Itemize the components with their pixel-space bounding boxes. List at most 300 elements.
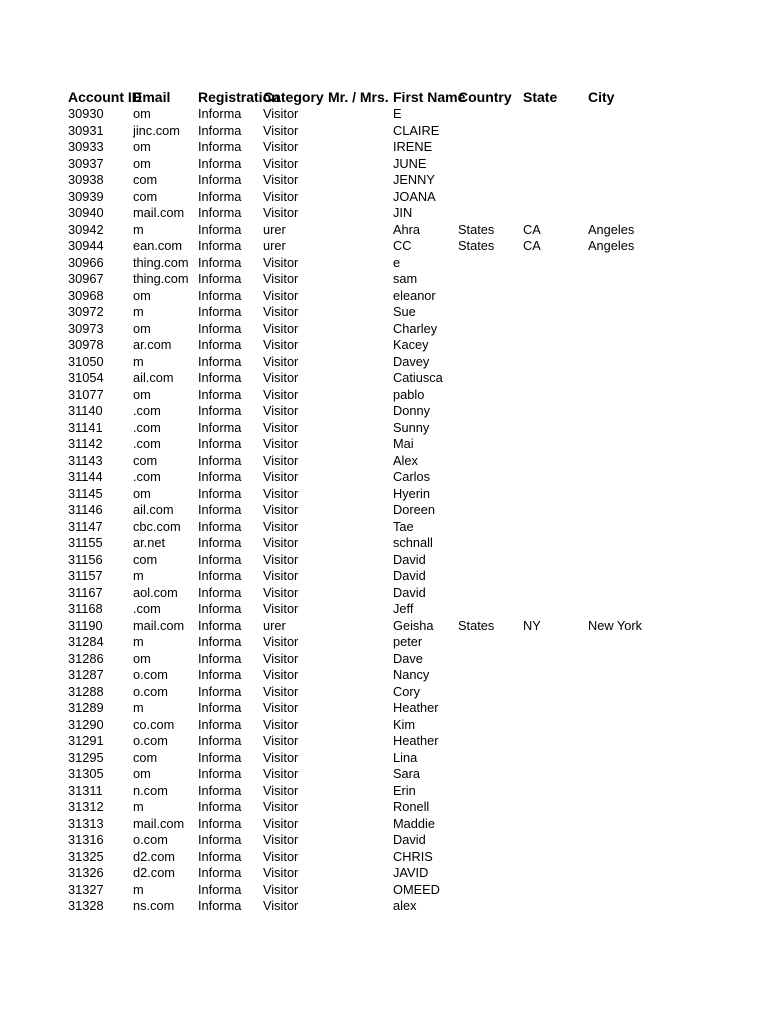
registration-cell: Informa bbox=[198, 766, 242, 781]
email-cell: o.com bbox=[133, 683, 168, 699]
email-cell: m bbox=[133, 568, 144, 583]
email-cell: om bbox=[133, 766, 151, 781]
category-cell: Visitor bbox=[263, 782, 299, 798]
registration-cell: Informa bbox=[198, 634, 242, 649]
email-cell: om bbox=[133, 139, 151, 154]
header-city: City bbox=[588, 89, 615, 105]
category-cell: Visitor bbox=[263, 733, 299, 748]
first-name-cell: CLAIRE bbox=[393, 122, 440, 138]
registration-cell: Informa bbox=[198, 799, 242, 814]
first-name-cell: Sara bbox=[393, 766, 421, 781]
table-row bbox=[68, 832, 728, 849]
category-cell: Visitor bbox=[263, 865, 299, 880]
first-name-cell: schnall bbox=[393, 535, 433, 550]
email-cell: om bbox=[133, 287, 151, 303]
table-row bbox=[68, 585, 728, 602]
first-name-cell: Erin bbox=[393, 782, 416, 798]
table-row bbox=[68, 238, 728, 255]
email-cell: om bbox=[133, 650, 151, 666]
account-id-cell: 30933 bbox=[68, 139, 104, 154]
email-cell: mail.com bbox=[133, 205, 185, 220]
email-cell: m bbox=[133, 304, 144, 319]
account-id-cell: 30973 bbox=[68, 320, 104, 336]
account-id-cell: 31142 bbox=[68, 436, 103, 451]
category-cell: Visitor bbox=[263, 667, 299, 682]
table-row bbox=[68, 750, 728, 767]
registration-cell: Informa bbox=[198, 601, 242, 616]
category-cell: Visitor bbox=[263, 535, 299, 550]
first-name-cell: JOANA bbox=[393, 188, 436, 204]
account-id-cell: 31054 bbox=[68, 370, 104, 385]
account-id-cell: 30937 bbox=[68, 155, 104, 171]
category-cell: Visitor bbox=[263, 502, 299, 517]
account-id-cell: 30931 bbox=[68, 122, 104, 138]
email-cell: aol.com bbox=[133, 584, 178, 600]
category-cell: Visitor bbox=[263, 271, 299, 286]
first-name-cell: Geisha bbox=[393, 617, 434, 633]
email-cell: ar.com bbox=[133, 337, 172, 352]
account-id-cell: 31144 bbox=[68, 469, 103, 484]
account-id-cell: 31156 bbox=[68, 551, 103, 567]
category-cell: Visitor bbox=[263, 188, 299, 204]
category-cell: Visitor bbox=[263, 155, 299, 171]
registration-cell: Informa bbox=[198, 551, 242, 567]
registration-cell: Informa bbox=[198, 452, 242, 468]
email-cell: ean.com bbox=[133, 238, 183, 253]
email-cell: thing.com bbox=[133, 254, 189, 270]
account-id-cell: 31168 bbox=[68, 601, 103, 616]
first-name-cell: JAVID bbox=[393, 865, 429, 880]
table-row bbox=[68, 816, 728, 833]
header-category: Category bbox=[263, 89, 324, 105]
category-cell: Visitor bbox=[263, 353, 299, 369]
registration-cell: Informa bbox=[198, 881, 242, 897]
registration-cell: Informa bbox=[198, 749, 242, 765]
first-name-cell: Donny bbox=[393, 403, 430, 418]
account-id-cell: 31290 bbox=[68, 716, 104, 732]
city-cell: Angeles bbox=[588, 221, 635, 237]
account-id-cell: 31289 bbox=[68, 700, 104, 715]
email-cell: ail.com bbox=[133, 502, 174, 517]
first-name-cell: Cory bbox=[393, 683, 421, 699]
registration-cell: Informa bbox=[198, 733, 242, 748]
table-row bbox=[68, 271, 728, 288]
table-row bbox=[68, 436, 728, 453]
account-id-cell: 30972 bbox=[68, 304, 104, 319]
first-name-cell: Charley bbox=[393, 320, 438, 336]
category-cell: Visitor bbox=[263, 799, 299, 814]
registration-cell: Informa bbox=[198, 518, 242, 534]
table-row bbox=[68, 106, 728, 123]
category-cell: Visitor bbox=[263, 320, 299, 336]
city-cell: New York bbox=[588, 617, 643, 633]
first-name-cell: Hyerin bbox=[393, 485, 430, 501]
account-id-cell: 30978 bbox=[68, 337, 104, 352]
category-cell: Visitor bbox=[263, 832, 299, 847]
state-cell: CA bbox=[523, 221, 541, 237]
country-cell: States bbox=[458, 238, 495, 253]
city-cell: Angeles bbox=[588, 238, 635, 253]
account-id-cell: 31287 bbox=[68, 667, 104, 682]
category-cell: urer bbox=[263, 617, 286, 633]
registration-cell: Informa bbox=[198, 436, 242, 451]
registration-cell: Informa bbox=[198, 502, 242, 517]
account-id-cell: 31157 bbox=[68, 568, 103, 583]
account-id-cell: 31190 bbox=[68, 617, 103, 633]
header-country: Country bbox=[458, 89, 512, 105]
registration-cell: Informa bbox=[198, 568, 242, 583]
email-cell: o.com bbox=[133, 733, 168, 748]
account-id-cell: 30967 bbox=[68, 271, 104, 286]
table-row bbox=[68, 849, 728, 866]
first-name-cell: David bbox=[393, 832, 426, 847]
registration-cell: Informa bbox=[198, 782, 242, 798]
table-row bbox=[68, 535, 728, 552]
category-cell: Visitor bbox=[263, 205, 299, 220]
table-row bbox=[68, 618, 728, 635]
account-id-cell: 31143 bbox=[68, 452, 103, 468]
registration-cell: Informa bbox=[198, 617, 242, 633]
registration-cell: Informa bbox=[198, 320, 242, 336]
category-cell: Visitor bbox=[263, 881, 299, 897]
table-row bbox=[68, 865, 728, 882]
account-id-cell: 30944 bbox=[68, 238, 104, 253]
first-name-cell: JENNY bbox=[393, 172, 435, 187]
registration-cell: Informa bbox=[198, 469, 242, 484]
first-name-cell: CC bbox=[393, 238, 412, 253]
account-id-cell: 31286 bbox=[68, 650, 104, 666]
first-name-cell: Tae bbox=[393, 518, 414, 534]
category-cell: Visitor bbox=[263, 386, 299, 402]
email-cell: .com bbox=[133, 436, 161, 451]
first-name-cell: JUNE bbox=[393, 155, 427, 171]
first-name-cell: sam bbox=[393, 271, 418, 286]
first-name-cell: Dave bbox=[393, 650, 423, 666]
category-cell: Visitor bbox=[263, 634, 299, 649]
category-cell: Visitor bbox=[263, 254, 299, 270]
account-id-cell: 30966 bbox=[68, 254, 104, 270]
state-cell: NY bbox=[523, 617, 541, 633]
table-row bbox=[68, 552, 728, 569]
category-cell: Visitor bbox=[263, 518, 299, 534]
account-id-cell: 31295 bbox=[68, 749, 104, 765]
account-id-cell: 31050 bbox=[68, 353, 104, 369]
table-row bbox=[68, 189, 728, 206]
table-row bbox=[68, 255, 728, 272]
registration-cell: Informa bbox=[198, 155, 242, 171]
table-row bbox=[68, 651, 728, 668]
header-first-name: First Name bbox=[393, 89, 466, 105]
email-cell: .com bbox=[133, 419, 161, 435]
state-cell: CA bbox=[523, 238, 541, 253]
account-id-cell: 31328 bbox=[68, 898, 104, 913]
first-name-cell: Nancy bbox=[393, 667, 430, 682]
account-id-cell: 31325 bbox=[68, 848, 104, 864]
email-cell: jinc.com bbox=[133, 122, 180, 138]
category-cell: urer bbox=[263, 221, 286, 237]
account-id-cell: 31291 bbox=[68, 733, 104, 748]
category-cell: Visitor bbox=[263, 601, 299, 616]
account-id-cell: 31288 bbox=[68, 683, 104, 699]
account-id-cell: 31141 bbox=[68, 419, 103, 435]
category-cell: Visitor bbox=[263, 122, 299, 138]
email-cell: .com bbox=[133, 403, 161, 418]
email-cell: mail.com bbox=[133, 617, 185, 633]
registration-cell: Informa bbox=[198, 122, 242, 138]
first-name-cell: eleanor bbox=[393, 287, 436, 303]
first-name-cell: Heather bbox=[393, 733, 439, 748]
account-id-cell: 31305 bbox=[68, 766, 104, 781]
account-id-cell: 30940 bbox=[68, 205, 104, 220]
first-name-cell: pablo bbox=[393, 386, 425, 402]
first-name-cell: Davey bbox=[393, 353, 430, 369]
account-id-cell: 30938 bbox=[68, 172, 104, 187]
category-cell: Visitor bbox=[263, 551, 299, 567]
table-row bbox=[68, 882, 728, 899]
registration-cell: Informa bbox=[198, 139, 242, 154]
category-cell: Visitor bbox=[263, 568, 299, 583]
category-cell: urer bbox=[263, 238, 286, 253]
first-name-cell: Ronell bbox=[393, 799, 430, 814]
first-name-cell: David bbox=[393, 568, 426, 583]
registration-cell: Informa bbox=[198, 667, 242, 682]
registration-cell: Informa bbox=[198, 815, 242, 831]
table-row bbox=[68, 898, 728, 915]
table-row bbox=[68, 667, 728, 684]
account-id-cell: 31146 bbox=[68, 502, 103, 517]
registration-cell: Informa bbox=[198, 865, 242, 880]
first-name-cell: JIN bbox=[393, 205, 413, 220]
registration-cell: Informa bbox=[198, 337, 242, 352]
account-id-cell: 31077 bbox=[68, 386, 104, 402]
account-id-cell: 31312 bbox=[68, 799, 104, 814]
account-id-cell: 30942 bbox=[68, 221, 104, 237]
email-cell: ns.com bbox=[133, 898, 175, 913]
category-cell: Visitor bbox=[263, 106, 299, 121]
email-cell: ar.net bbox=[133, 535, 166, 550]
email-cell: m bbox=[133, 634, 144, 649]
account-id-cell: 31316 bbox=[68, 832, 104, 847]
email-cell: com bbox=[133, 188, 158, 204]
table-row bbox=[68, 123, 728, 140]
first-name-cell: Lina bbox=[393, 749, 418, 765]
registration-cell: Informa bbox=[198, 238, 242, 253]
table-row bbox=[68, 733, 728, 750]
registration-cell: Informa bbox=[198, 419, 242, 435]
email-cell: m bbox=[133, 881, 144, 897]
header-row bbox=[68, 88, 728, 106]
table-row bbox=[68, 700, 728, 717]
category-cell: Visitor bbox=[263, 337, 299, 352]
table-row bbox=[68, 601, 728, 618]
table-row bbox=[68, 304, 728, 321]
first-name-cell: Kim bbox=[393, 716, 416, 732]
first-name-cell: Sunny bbox=[393, 419, 430, 435]
registration-cell: Informa bbox=[198, 172, 242, 187]
table-row bbox=[68, 337, 728, 354]
first-name-cell: Heather bbox=[393, 700, 439, 715]
header-email: Email bbox=[133, 89, 171, 105]
table-row bbox=[68, 502, 728, 519]
email-cell: m bbox=[133, 700, 144, 715]
account-id-cell: 31327 bbox=[68, 881, 104, 897]
first-name-cell: Alex bbox=[393, 452, 418, 468]
category-cell: Visitor bbox=[263, 485, 299, 501]
registration-cell: Informa bbox=[198, 205, 242, 220]
category-cell: Visitor bbox=[263, 815, 299, 831]
first-name-cell: Ahra bbox=[393, 221, 421, 237]
category-cell: Visitor bbox=[263, 848, 299, 864]
account-id-cell: 31167 bbox=[68, 584, 103, 600]
first-name-cell: David bbox=[393, 584, 426, 600]
registration-cell: Informa bbox=[198, 832, 242, 847]
registration-cell: Informa bbox=[198, 700, 242, 715]
table-row bbox=[68, 172, 728, 189]
registration-cell: Informa bbox=[198, 584, 242, 600]
account-id-cell: 31311 bbox=[68, 782, 103, 798]
category-cell: Visitor bbox=[263, 683, 299, 699]
table-row bbox=[68, 766, 728, 783]
account-id-cell: 31284 bbox=[68, 634, 104, 649]
table-row bbox=[68, 288, 728, 305]
table-row bbox=[68, 486, 728, 503]
first-name-cell: Carlos bbox=[393, 469, 430, 484]
email-cell: .com bbox=[133, 601, 161, 616]
first-name-cell: Catiusca bbox=[393, 370, 443, 385]
category-cell: Visitor bbox=[263, 403, 299, 418]
first-name-cell: Doreen bbox=[393, 502, 435, 517]
email-cell: om bbox=[133, 155, 151, 171]
first-name-cell: Sue bbox=[393, 304, 416, 319]
email-cell: com bbox=[133, 172, 158, 187]
category-cell: Visitor bbox=[263, 700, 299, 715]
category-cell: Visitor bbox=[263, 139, 299, 154]
account-id-cell: 30930 bbox=[68, 106, 104, 121]
email-cell: cbc.com bbox=[133, 518, 181, 534]
account-id-cell: 31155 bbox=[68, 535, 103, 550]
registration-cell: Informa bbox=[198, 716, 242, 732]
first-name-cell: peter bbox=[393, 634, 423, 649]
category-cell: Visitor bbox=[263, 287, 299, 303]
category-cell: Visitor bbox=[263, 172, 299, 187]
table-row bbox=[68, 469, 728, 486]
table-row bbox=[68, 519, 728, 536]
first-name-cell: Jeff bbox=[393, 601, 414, 616]
first-name-cell: e bbox=[393, 254, 401, 270]
email-cell: .com bbox=[133, 469, 161, 484]
table-row bbox=[68, 684, 728, 701]
registration-cell: Informa bbox=[198, 221, 242, 237]
account-id-cell: 31140 bbox=[68, 403, 103, 418]
registration-cell: Informa bbox=[198, 353, 242, 369]
first-name-cell: alex bbox=[393, 898, 417, 913]
table-row bbox=[68, 156, 728, 173]
registration-cell: Informa bbox=[198, 898, 242, 913]
email-cell: om bbox=[133, 386, 151, 402]
account-id-cell: 31145 bbox=[68, 485, 103, 501]
email-cell: co.com bbox=[133, 716, 175, 732]
email-cell: om bbox=[133, 485, 151, 501]
category-cell: Visitor bbox=[263, 469, 299, 484]
first-name-cell: CHRIS bbox=[393, 848, 433, 864]
registration-cell: Informa bbox=[198, 287, 242, 303]
category-cell: Visitor bbox=[263, 370, 299, 385]
table-row bbox=[68, 387, 728, 404]
header-account-id: Account ID bbox=[68, 89, 142, 105]
table-row bbox=[68, 783, 728, 800]
table-body bbox=[68, 106, 728, 915]
registration-cell: Informa bbox=[198, 304, 242, 319]
account-id-cell: 30968 bbox=[68, 287, 104, 303]
email-cell: d2.com bbox=[133, 848, 175, 864]
registration-cell: Informa bbox=[198, 254, 242, 270]
table-row bbox=[68, 139, 728, 156]
registration-cell: Informa bbox=[198, 106, 242, 121]
email-cell: com bbox=[133, 749, 158, 765]
email-cell: m bbox=[133, 799, 144, 814]
registration-cell: Informa bbox=[198, 188, 242, 204]
registration-cell: Informa bbox=[198, 650, 242, 666]
account-id-cell: 31326 bbox=[68, 865, 104, 880]
category-cell: Visitor bbox=[263, 436, 299, 451]
email-cell: o.com bbox=[133, 667, 168, 682]
category-cell: Visitor bbox=[263, 304, 299, 319]
category-cell: Visitor bbox=[263, 650, 299, 666]
table-row bbox=[68, 354, 728, 371]
email-cell: om bbox=[133, 320, 151, 336]
table-row bbox=[68, 717, 728, 734]
first-name-cell: IRENE bbox=[393, 139, 433, 154]
first-name-cell: OMEED bbox=[393, 881, 440, 897]
email-cell: thing.com bbox=[133, 271, 189, 286]
category-cell: Visitor bbox=[263, 716, 299, 732]
email-cell: n.com bbox=[133, 782, 168, 798]
spreadsheet-table bbox=[68, 88, 728, 915]
email-cell: d2.com bbox=[133, 865, 175, 880]
email-cell: m bbox=[133, 353, 144, 369]
account-id-cell: 31147 bbox=[68, 518, 103, 534]
table-row bbox=[68, 453, 728, 470]
country-cell: States bbox=[458, 221, 495, 237]
table-row bbox=[68, 370, 728, 387]
email-cell: mail.com bbox=[133, 815, 185, 831]
email-cell: com bbox=[133, 551, 158, 567]
first-name-cell: Mai bbox=[393, 436, 414, 451]
table-row bbox=[68, 799, 728, 816]
email-cell: m bbox=[133, 221, 144, 237]
category-cell: Visitor bbox=[263, 749, 299, 765]
category-cell: Visitor bbox=[263, 766, 299, 781]
registration-cell: Informa bbox=[198, 271, 242, 286]
first-name-cell: Kacey bbox=[393, 337, 429, 352]
table-row bbox=[68, 568, 728, 585]
registration-cell: Informa bbox=[198, 535, 242, 550]
table-row bbox=[68, 403, 728, 420]
first-name-cell: David bbox=[393, 551, 426, 567]
registration-cell: Informa bbox=[198, 370, 242, 385]
header-title: Mr. / Mrs. bbox=[328, 89, 389, 105]
email-cell: om bbox=[133, 106, 151, 121]
header-state: State bbox=[523, 89, 558, 105]
email-cell: com bbox=[133, 452, 158, 468]
table-row bbox=[68, 420, 728, 437]
account-id-cell: 31313 bbox=[68, 815, 104, 831]
table-row bbox=[68, 205, 728, 222]
account-id-cell: 30939 bbox=[68, 188, 104, 204]
first-name-cell: E bbox=[393, 106, 402, 121]
registration-cell: Informa bbox=[198, 683, 242, 699]
category-cell: Visitor bbox=[263, 419, 299, 435]
